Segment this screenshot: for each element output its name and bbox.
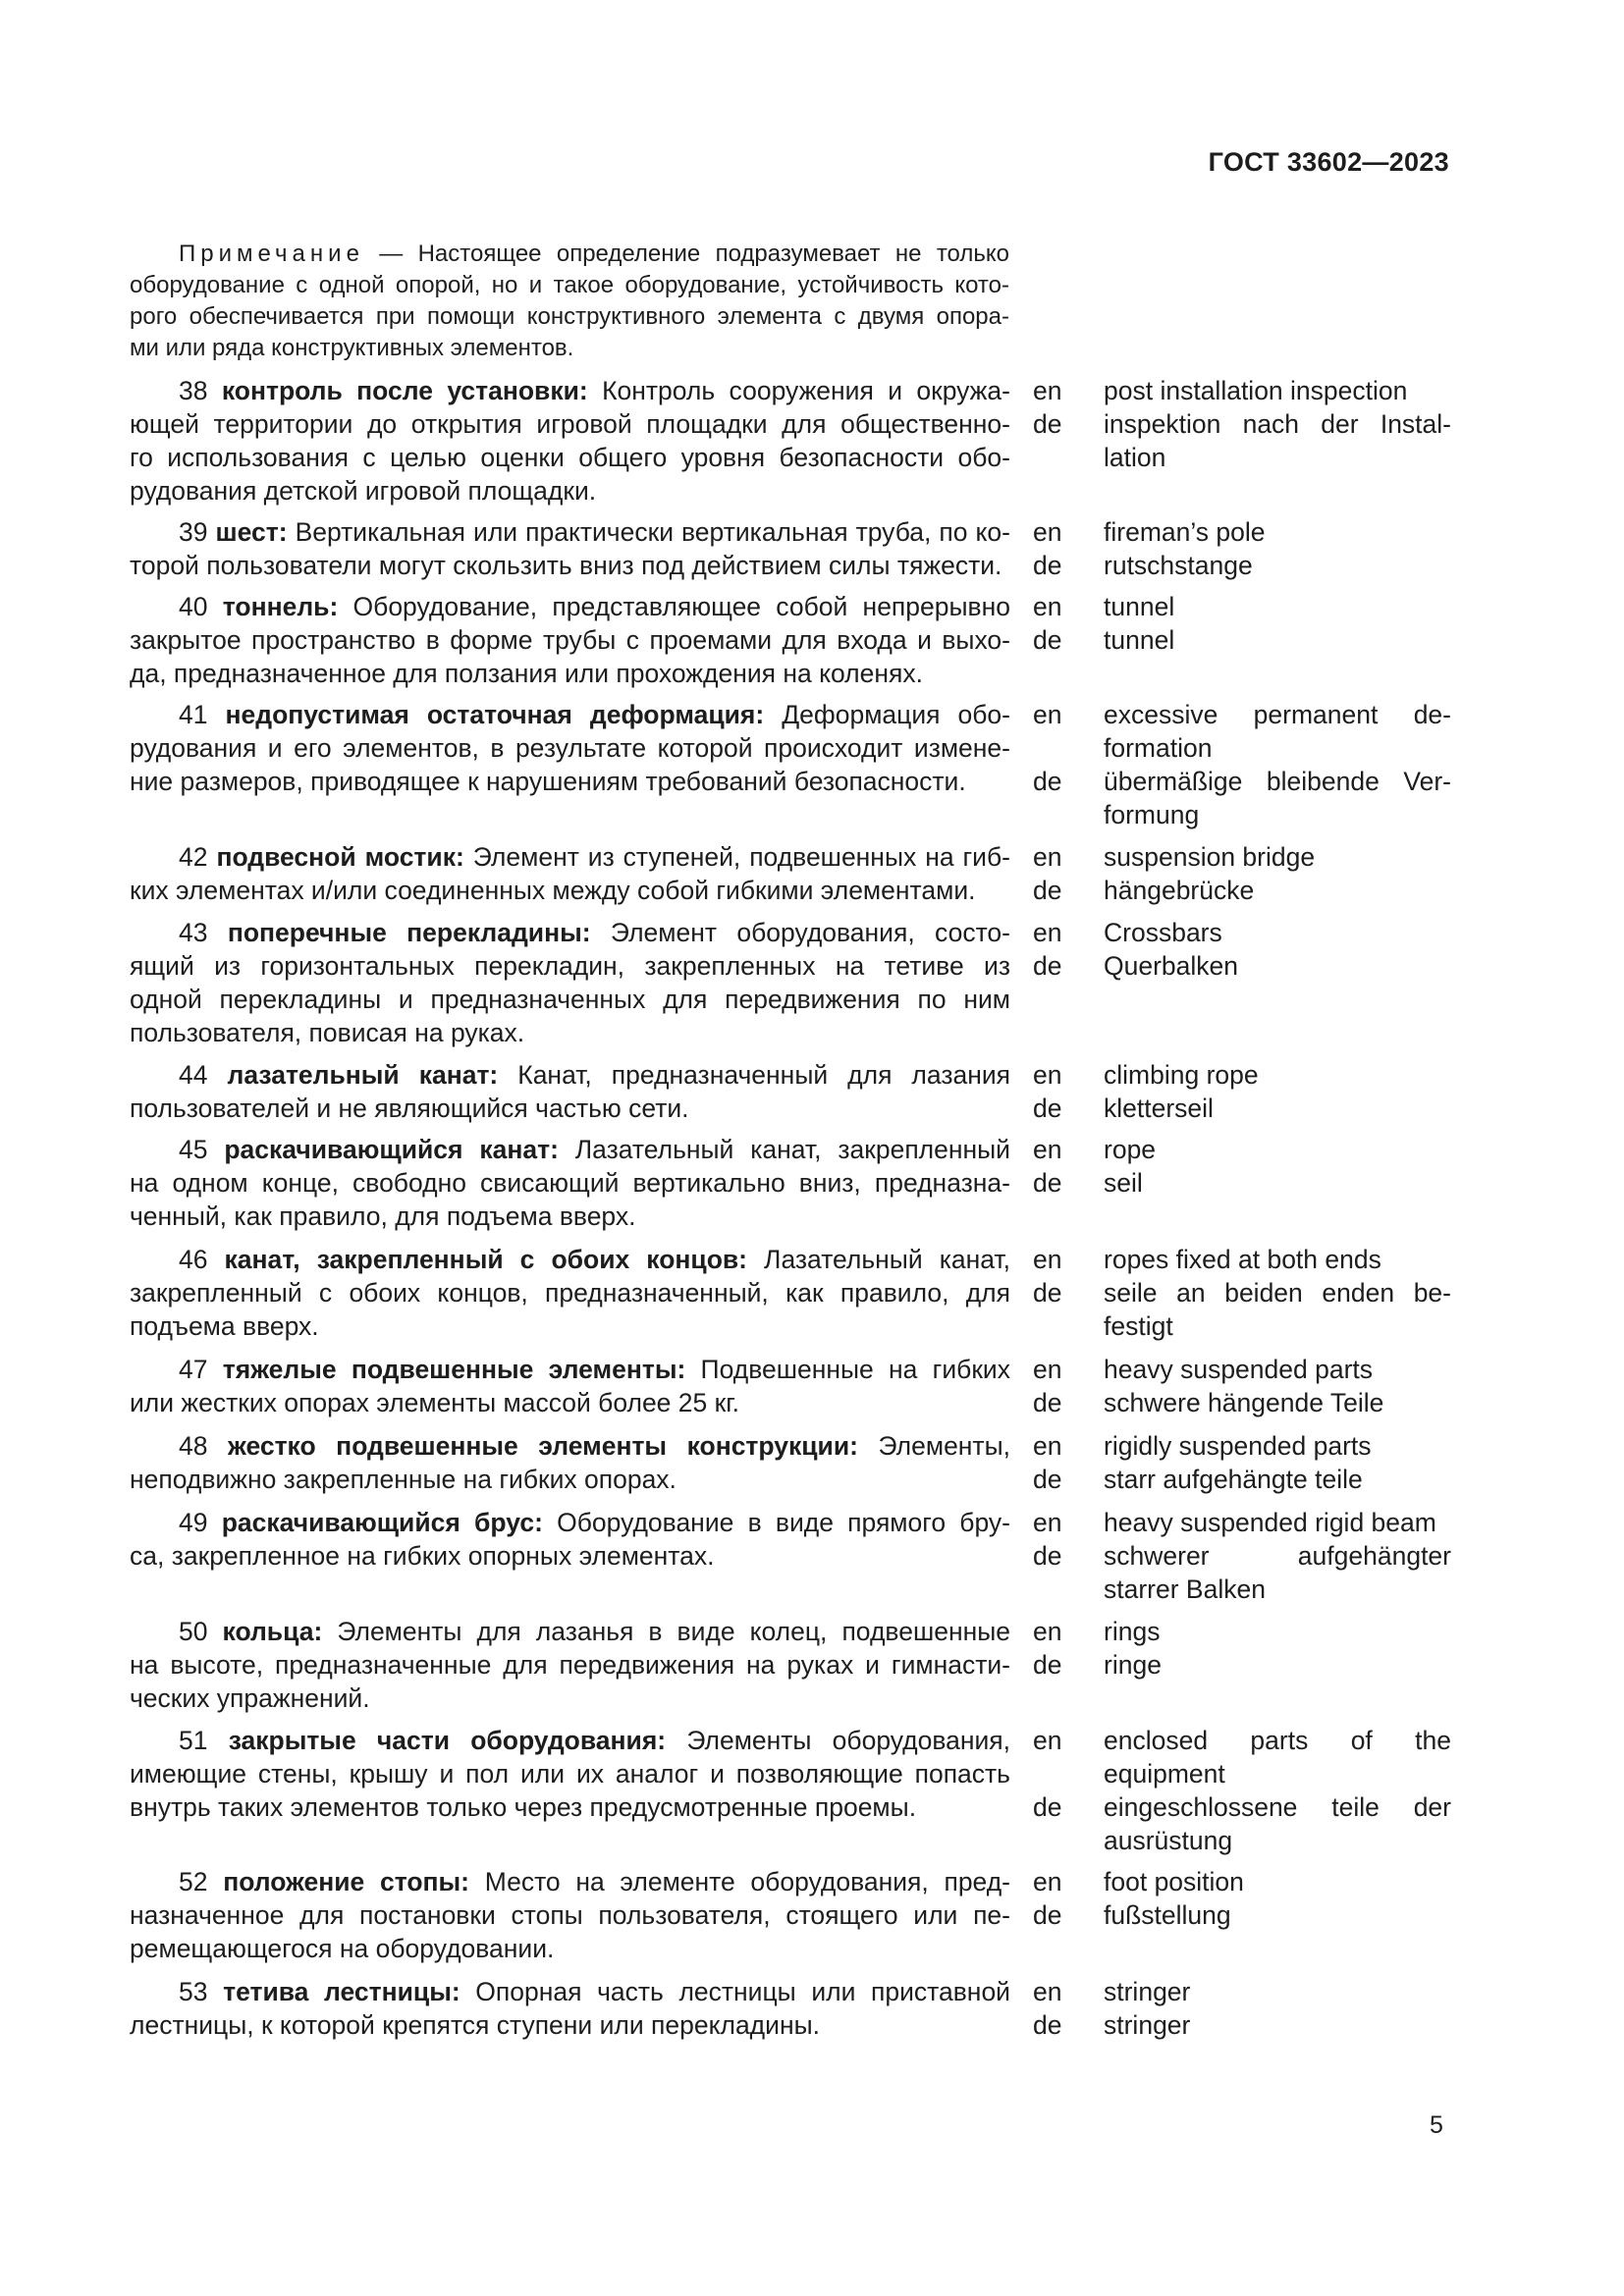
lang-code-en: en xyxy=(1033,592,1062,621)
german-term-line: tunnel xyxy=(1104,625,1175,655)
term-number: 48 xyxy=(179,1431,208,1461)
term-name: тетива лестницы: xyxy=(223,1977,460,2006)
term-number: 46 xyxy=(179,1245,208,1274)
english-term-line: rope xyxy=(1104,1135,1157,1164)
english-term xyxy=(1104,1975,1451,2008)
definition-line: 40 тоннель: Оборудование, представляющее собой непрерывно xyxy=(179,592,1010,621)
german-term-line: fußstellung xyxy=(1104,1900,1231,1930)
lang-code-en: en xyxy=(1033,1867,1062,1896)
lang-code-de: de xyxy=(1033,876,1062,905)
german-term xyxy=(1104,1648,1451,1682)
english-term xyxy=(1104,1615,1451,1648)
lang-code-en: en xyxy=(1033,1977,1062,2006)
definition-line: рудования и его элементов, в результате которой происходит измене- xyxy=(130,733,1010,763)
definition-line: 47 тяжелые подвешенные элементы: Подвешенные на гибких xyxy=(179,1355,1010,1384)
term-definition xyxy=(130,1506,1010,1573)
lang-code-de: de xyxy=(1033,1900,1062,1930)
german-term xyxy=(1104,1898,1451,1932)
german-term xyxy=(1104,407,1451,474)
lang-code-en: en xyxy=(1033,1355,1062,1384)
definition-line: 51 закрытые части оборудования: Элементы оборудования, xyxy=(179,1726,1010,1755)
german-term xyxy=(1104,874,1451,907)
german-term xyxy=(1104,765,1451,831)
term-number: 51 xyxy=(179,1726,208,1755)
english-term xyxy=(1104,515,1451,549)
english-term xyxy=(1104,590,1451,623)
page-number: 5 xyxy=(1430,2111,1443,2139)
lang-code-de: de xyxy=(1033,1278,1062,1308)
lang-code-en: en xyxy=(1033,918,1062,947)
lang-code-en: en xyxy=(1033,1135,1062,1164)
lang-code-en: en xyxy=(1033,1617,1062,1646)
english-term xyxy=(1104,1353,1451,1386)
document-header: ГОСТ 33602—2023 xyxy=(1208,147,1449,177)
definition-line: 52 положение стопы: Место на элементе оборудования, пред- xyxy=(179,1867,1010,1896)
definition-line: 46 канат, закрепленный с обоих концов: Лазательный канат, xyxy=(179,1245,1010,1274)
german-term-line: seile an beiden enden be- xyxy=(1104,1278,1451,1308)
lang-code-en: en xyxy=(1033,1060,1062,1090)
english-term-line: Crossbars xyxy=(1104,918,1222,947)
german-term xyxy=(1104,1092,1451,1125)
german-term-line: lation xyxy=(1104,443,1166,472)
note-line: ми или ряда конструктивных элементов. xyxy=(130,335,574,361)
note-line: рого обеспечивается при помощи конструктивного элемента с двумя опора- xyxy=(130,303,1009,330)
term-definition xyxy=(130,916,1010,1049)
definition-line: рудования детской игровой площадки. xyxy=(130,476,597,506)
lang-code-de: de xyxy=(1033,625,1062,655)
term-definition xyxy=(130,840,1010,907)
definition-line: имеющие стены, крышу и пол или их аналог и позволяющие попасть xyxy=(130,1759,1010,1789)
lang-code-de: de xyxy=(1033,767,1062,796)
english-term xyxy=(1104,1058,1451,1092)
term-number: 41 xyxy=(179,700,208,729)
english-term-line: foot position xyxy=(1104,1867,1244,1896)
definition-line: закрепленный с обоих концов, предназначенный, как правило, для xyxy=(130,1278,1010,1308)
term-definition xyxy=(130,1724,1010,1824)
term-number: 39 xyxy=(179,517,208,547)
english-term-line: suspension bridge xyxy=(1104,842,1316,872)
lang-code-de: de xyxy=(1033,1792,1062,1822)
term-definition xyxy=(130,374,1010,507)
english-term-line: climbing rope xyxy=(1104,1060,1259,1090)
english-term xyxy=(1104,374,1451,407)
german-term xyxy=(1104,623,1451,657)
lang-code-de: de xyxy=(1033,1541,1062,1571)
note-label: Примечание xyxy=(179,240,364,267)
definition-line: 49 раскачивающийся брус: Оборудование в виде прямого бру- xyxy=(179,1508,1010,1537)
term-name: тяжелые подвешенные элементы: xyxy=(222,1355,686,1384)
lang-code-de: de xyxy=(1033,1168,1062,1198)
term-definition xyxy=(130,1058,1010,1125)
german-term xyxy=(1104,1539,1451,1606)
english-term-line: stringer xyxy=(1104,1977,1191,2006)
term-definition xyxy=(130,1975,1010,2042)
definition-line: го использования с целью оценки общего уровня безопасности обо- xyxy=(130,443,1010,472)
german-term xyxy=(1104,949,1451,983)
german-term xyxy=(1104,1790,1451,1857)
german-term xyxy=(1104,1276,1451,1343)
term-number: 50 xyxy=(179,1617,208,1646)
definition-line: 44 лазательный канат: Канат, предназначенный для лазания xyxy=(179,1060,1010,1090)
term-definition xyxy=(130,1865,1010,1965)
german-term-line: kletterseil xyxy=(1104,1094,1214,1123)
definition-line: ченный, как правило, для подъема вверх. xyxy=(130,1201,636,1231)
definition-line: ких элементах и/или соединенных между собой гибкими элементами. xyxy=(130,876,976,905)
english-term xyxy=(1104,1243,1451,1276)
german-term-line: festigt xyxy=(1104,1311,1173,1341)
term-name: жестко подвешенные элементы конструкции: xyxy=(228,1431,858,1461)
term-number: 44 xyxy=(179,1060,208,1090)
definition-line: ние размеров, приводящее к нарушениям требований безопасности. xyxy=(130,767,966,796)
definition-line: ящий из горизонтальных перекладин, закрепленных на тетиве из xyxy=(130,951,1010,981)
german-term-line: stringer xyxy=(1104,2010,1191,2040)
german-term xyxy=(1104,2008,1451,2042)
english-term-line: heavy suspended parts xyxy=(1104,1355,1374,1384)
english-term xyxy=(1104,1506,1451,1539)
german-term xyxy=(1104,1463,1451,1496)
definition-line: са, закрепленное на гибких опорных элементах. xyxy=(130,1541,715,1571)
lang-code-en: en xyxy=(1033,700,1062,729)
lang-code-de: de xyxy=(1033,551,1062,580)
definition-line: на высоте, предназначенные для передвижения на руках и гимнасти- xyxy=(130,1650,1010,1680)
english-term xyxy=(1104,840,1451,874)
english-term-line: rings xyxy=(1104,1617,1161,1646)
english-term-line: tunnel xyxy=(1104,592,1175,621)
definition-line: неподвижно закрепленные на гибких опорах. xyxy=(130,1465,677,1494)
lang-code-de: de xyxy=(1033,951,1062,981)
english-term xyxy=(1104,1133,1451,1166)
english-term-line: equipment xyxy=(1104,1759,1225,1789)
english-term-line: enclosed parts of the xyxy=(1104,1726,1451,1755)
note-line: оборудование с одной опорой, но и такое оборудование, устойчивость кото- xyxy=(130,272,1009,298)
term-name: закрытые части оборудования: xyxy=(228,1726,667,1755)
definition-line: ющей территории до открытия игровой площадки для общественно- xyxy=(130,409,1010,439)
definition-line: пользователей и не являющийся частью сети. xyxy=(130,1094,689,1123)
german-term-line: schwerer aufgehängter xyxy=(1104,1541,1451,1571)
term-definition xyxy=(130,590,1010,690)
definition-line: ческих упражнений. xyxy=(130,1683,370,1713)
english-term-line: fireman’s pole xyxy=(1104,517,1266,547)
lang-code-en: en xyxy=(1033,376,1062,405)
german-term-line: ringe xyxy=(1104,1650,1162,1680)
definition-line: 38 контроль после установки: Контроль сооружения и окружа- xyxy=(179,376,1010,405)
definition-line: 45 раскачивающийся канат: Лазательный канат, закрепленный xyxy=(179,1135,1010,1164)
term-name: положение стопы: xyxy=(223,1867,469,1896)
german-term-line: rutschstange xyxy=(1104,551,1253,580)
german-term xyxy=(1104,1386,1451,1419)
definition-line: да, предназначенное для ползания или прохождения на коленях. xyxy=(130,659,923,688)
english-term-line: ropes fixed at both ends xyxy=(1104,1245,1381,1274)
lang-code-en: en xyxy=(1033,1245,1062,1274)
german-term-line: seil xyxy=(1104,1168,1143,1198)
german-term-line: übermäßige bleibende Ver- xyxy=(1104,767,1451,796)
english-term xyxy=(1104,1429,1451,1463)
definition-line: торой пользователи могут скользить вниз под действием силы тяжести. xyxy=(130,551,1002,580)
english-term-line: excessive permanent de- xyxy=(1104,700,1451,729)
definition-line: или жестких опорах элементы массой более 25 кг. xyxy=(130,1388,740,1417)
english-term xyxy=(1104,1865,1451,1898)
term-number: 38 xyxy=(179,376,208,405)
term-name: шест: xyxy=(215,517,288,547)
definition-line: закрытое пространство в форме трубы с проемами для входа и выхо- xyxy=(130,625,1010,655)
german-term xyxy=(1104,549,1451,582)
german-term-line: schwere hängende Teile xyxy=(1104,1388,1384,1417)
definition-line: 42 подвесной мостик: Элемент из ступеней, подвешенных на гиб- xyxy=(179,842,1010,872)
definition-line: одной перекладины и предназначенных для передвижения по ним xyxy=(130,985,1010,1014)
term-number: 40 xyxy=(179,592,208,621)
lang-code-de: de xyxy=(1033,409,1062,439)
term-number: 53 xyxy=(179,1977,208,2006)
note xyxy=(130,239,1009,364)
german-term-line: formung xyxy=(1104,800,1200,829)
lang-code-en: en xyxy=(1033,842,1062,872)
definition-line: пользователя, повисая на руках. xyxy=(130,1018,525,1047)
lang-code-en: en xyxy=(1033,1431,1062,1461)
german-term-line: starrer Balken xyxy=(1104,1575,1266,1604)
lang-code-de: de xyxy=(1033,1650,1062,1680)
term-definition xyxy=(130,1429,1010,1496)
english-term xyxy=(1104,698,1451,765)
term-name: лазательный канат: xyxy=(227,1060,499,1090)
english-term xyxy=(1104,916,1451,949)
term-definition xyxy=(130,1133,1010,1233)
term-number: 43 xyxy=(179,918,208,947)
definition-line: лестницы, к которой крепятся ступени или перекладины. xyxy=(130,2010,820,2040)
lang-code-de: de xyxy=(1033,1465,1062,1494)
note-line: Примечание — Настоящее определение подразумевает не только xyxy=(179,240,1009,267)
term-definition xyxy=(130,1615,1010,1715)
definition-line: 48 жестко подвешенные элементы конструкции: Элементы, xyxy=(179,1431,1010,1461)
term-number: 49 xyxy=(179,1508,208,1537)
german-term-line: starr aufgehängte teile xyxy=(1104,1465,1363,1494)
lang-code-de: de xyxy=(1033,1388,1062,1417)
definition-line: назначенное для постановки стопы пользователя, стоящего или пе- xyxy=(130,1900,1010,1930)
definition-line: 43 поперечные перекладины: Элемент оборудования, состо- xyxy=(179,918,1010,947)
english-term-line: heavy suspended rigid beam xyxy=(1104,1508,1436,1537)
definition-line: подъема вверх. xyxy=(130,1311,319,1341)
term-definition xyxy=(130,515,1010,582)
german-term xyxy=(1104,1166,1451,1200)
term-name: недопустимая остаточная деформация: xyxy=(225,700,765,729)
term-number: 42 xyxy=(179,842,208,872)
lang-code-en: en xyxy=(1033,1508,1062,1537)
english-term-line: formation xyxy=(1104,733,1213,763)
term-definition xyxy=(130,698,1010,798)
definition-line: 41 недопустимая остаточная деформация: Деформация обо- xyxy=(179,700,1010,729)
term-definition xyxy=(130,1353,1010,1419)
term-number: 52 xyxy=(179,1867,208,1896)
german-term-line: hängebrücke xyxy=(1104,876,1255,905)
term-name: подвесной мостик: xyxy=(216,842,464,872)
term-name: тоннель: xyxy=(222,592,339,621)
definition-line: 50 кольца: Элементы для лазанья в виде колец, подвешенные xyxy=(179,1617,1010,1646)
term-name: канат, закрепленный с обоих концов: xyxy=(224,1245,747,1274)
definition-line: на одном конце, свободно свисающий вертикально вниз, предназна- xyxy=(130,1168,1010,1198)
term-number: 47 xyxy=(179,1355,208,1384)
english-term-line: rigidly suspended parts xyxy=(1104,1431,1372,1461)
term-name: раскачивающийся канат: xyxy=(224,1135,559,1164)
german-term-line: ausrüstung xyxy=(1104,1826,1233,1855)
term-number: 45 xyxy=(179,1135,208,1164)
german-term-line: inspektion nach der Instal- xyxy=(1104,409,1451,439)
german-term-line: Querbalken xyxy=(1104,951,1239,981)
definition-line: внутрь таких элементов только через предусмотренные проемы. xyxy=(130,1792,917,1822)
definition-line: 53 тетива лестницы: Опорная часть лестницы или приставной xyxy=(179,1977,1010,2006)
english-term-line: post installation inspection xyxy=(1104,376,1408,405)
german-term-line: eingeschlossene teile der xyxy=(1104,1792,1451,1822)
term-name: контроль после установки: xyxy=(221,376,588,405)
lang-code-de: de xyxy=(1033,2010,1062,2040)
lang-code-de: de xyxy=(1033,1094,1062,1123)
definition-line: ремещающегося на оборудовании. xyxy=(130,1934,555,1963)
definition-line: 39 шест: Вертикальная или практически вертикальная труба, по ко- xyxy=(179,517,1010,547)
lang-code-en: en xyxy=(1033,1726,1062,1755)
term-name: раскачивающийся брус: xyxy=(221,1508,543,1537)
term-name: поперечные перекладины: xyxy=(227,918,591,947)
lang-code-en: en xyxy=(1033,517,1062,547)
english-term xyxy=(1104,1724,1451,1790)
term-definition xyxy=(130,1243,1010,1343)
term-name: кольца: xyxy=(222,1617,323,1646)
